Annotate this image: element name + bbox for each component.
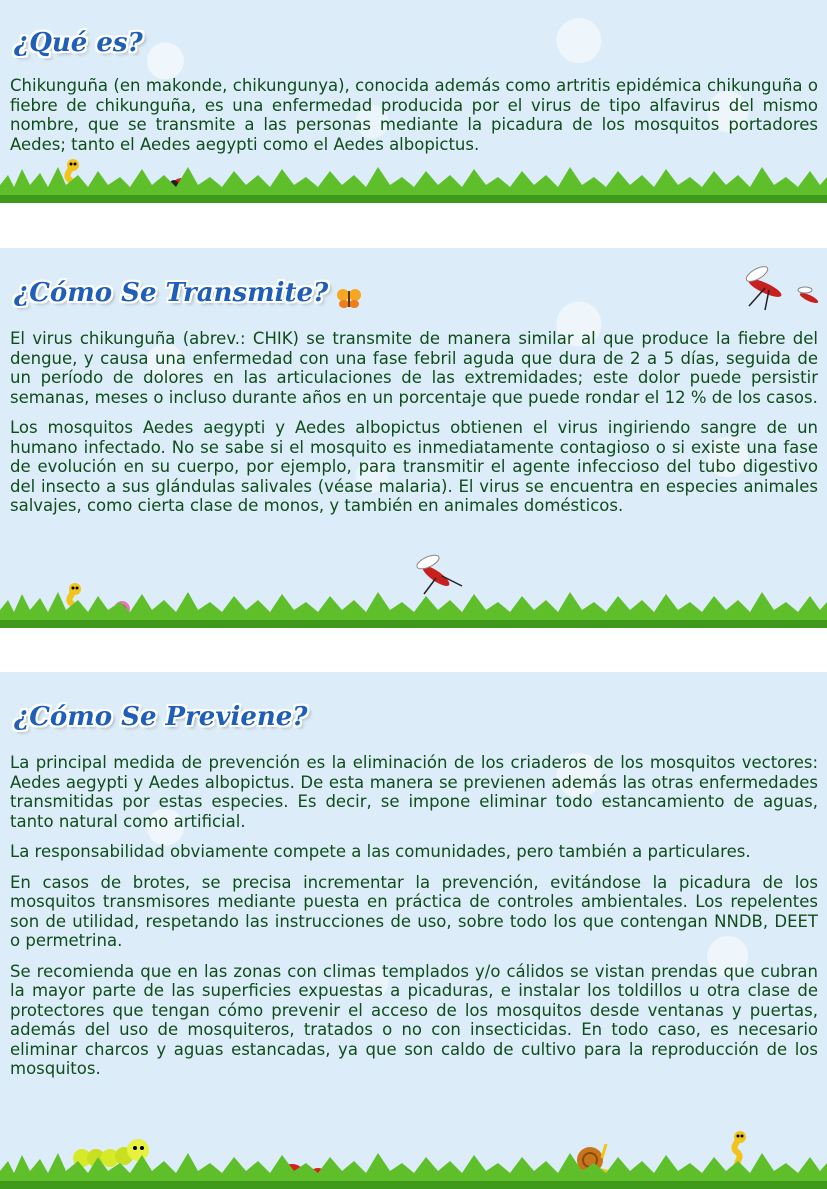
section-body bbox=[10, 329, 818, 527]
mosquito-icon bbox=[402, 550, 468, 596]
paragraph: En casos de brotes, se precisa incrementar la prevención, evitándose la picadura de los mosquitos transmisores mediante puesta en práctica de controles ambientales. Los repelentes son de utilidad, respetando las instrucciones de uso, sobre todo los que contengan NNDB, DEET o permetrina. bbox=[10, 872, 818, 950]
butterfly-icon bbox=[336, 288, 362, 310]
section-body bbox=[10, 76, 818, 165]
paragraph: Se recomienda que en las zonas con climas templados y/o cálidos se vistan prendas que cubran la mayor parte de las superficies expuestas a picaduras, e instalar los toldillos u otra clase de protectores que tengan cómo prevenir el acceso de los mosquitos desde ventanas y puertas, además del uso de mosquiteros, tratados o no con insecticidas. En todo caso, es necesario eliminar charcos y aguas estancadas, ya que son caldo de cultivo para la reproducción de los mosquitos. bbox=[10, 961, 818, 1078]
paragraph: La responsabilidad obviamente compete a las comunidades, pero también a particulares. bbox=[10, 842, 751, 861]
section-heading: ¿Cómo Se Transmite? bbox=[14, 278, 329, 308]
section-como-se-previene bbox=[0, 672, 827, 1189]
section-heading: ¿Qué es? bbox=[14, 28, 143, 58]
section-que-es bbox=[0, 0, 827, 203]
mosquito-icon bbox=[735, 262, 827, 314]
section-como-se-transmite bbox=[0, 248, 827, 628]
grass-decoration bbox=[0, 1141, 827, 1189]
paragraph: La principal medida de prevención es la eliminación de los criaderos de los mosquitos vectores: Aedes aegypti y Aedes albopictus. De esta manera se previenen además las otras enfermedades transmitidas por estas especies. Es decir, se impone eliminar todo estancamiento de aguas, tanto natural como artificial. bbox=[10, 753, 818, 831]
paragraph: Los mosquitos Aedes aegypti y Aedes albopictus obtienen el virus ingiriendo sangre de un humano infectado. No se sabe si el mosquito es inmediatamente contagioso o si existe una fase de evolución en su cuerpo, por ejemplo, para transmitir el agente infeccioso del tubo digestivo del insecto a sus glándulas salivales (véase malaria). El virus se encuentra en especies animales salvajes, como cierta clase de monos, y también en animales domésticos. bbox=[10, 418, 818, 515]
caterpillar-icon bbox=[230, 610, 252, 622]
grass-decoration bbox=[0, 580, 827, 628]
caterpillar-icon bbox=[72, 1130, 152, 1170]
worm-icon bbox=[62, 582, 88, 624]
worm-icon bbox=[727, 1130, 753, 1172]
section-body bbox=[10, 753, 818, 1090]
snail-icon bbox=[572, 1138, 612, 1178]
section-heading: ¿Cómo Se Previene? bbox=[14, 702, 308, 732]
ladybug-icon bbox=[170, 175, 192, 193]
paragraph: El virus chikunguña (abrev.: CHIK) se transmite de manera similar al que produce la fiebre del dengue, y causa una enfermedad con una fase febril aguda que dura de 2 a 5 días, seguida de un período de dolores en las articulaciones de las extremidades; este dolor puede persistir semanas, meses o incluso durante años en un porcentaje que puede rondar el 12 % de los casos. bbox=[10, 329, 818, 407]
paragraph: Chikunguña (en makonde, chikungunya), conocida además como artritis epidémica chikunguña o fiebre de chikunguña, es una enfermedad producida por el virus de tipo alfavirus del mismo nombre, que se transmite a las personas mediante la picadura de los mosquitos portadores Aedes; tanto el Aedes aegypti como el Aedes albopictus. bbox=[10, 76, 818, 154]
ladybug-icon bbox=[278, 1160, 348, 1182]
snail-icon bbox=[104, 598, 134, 620]
